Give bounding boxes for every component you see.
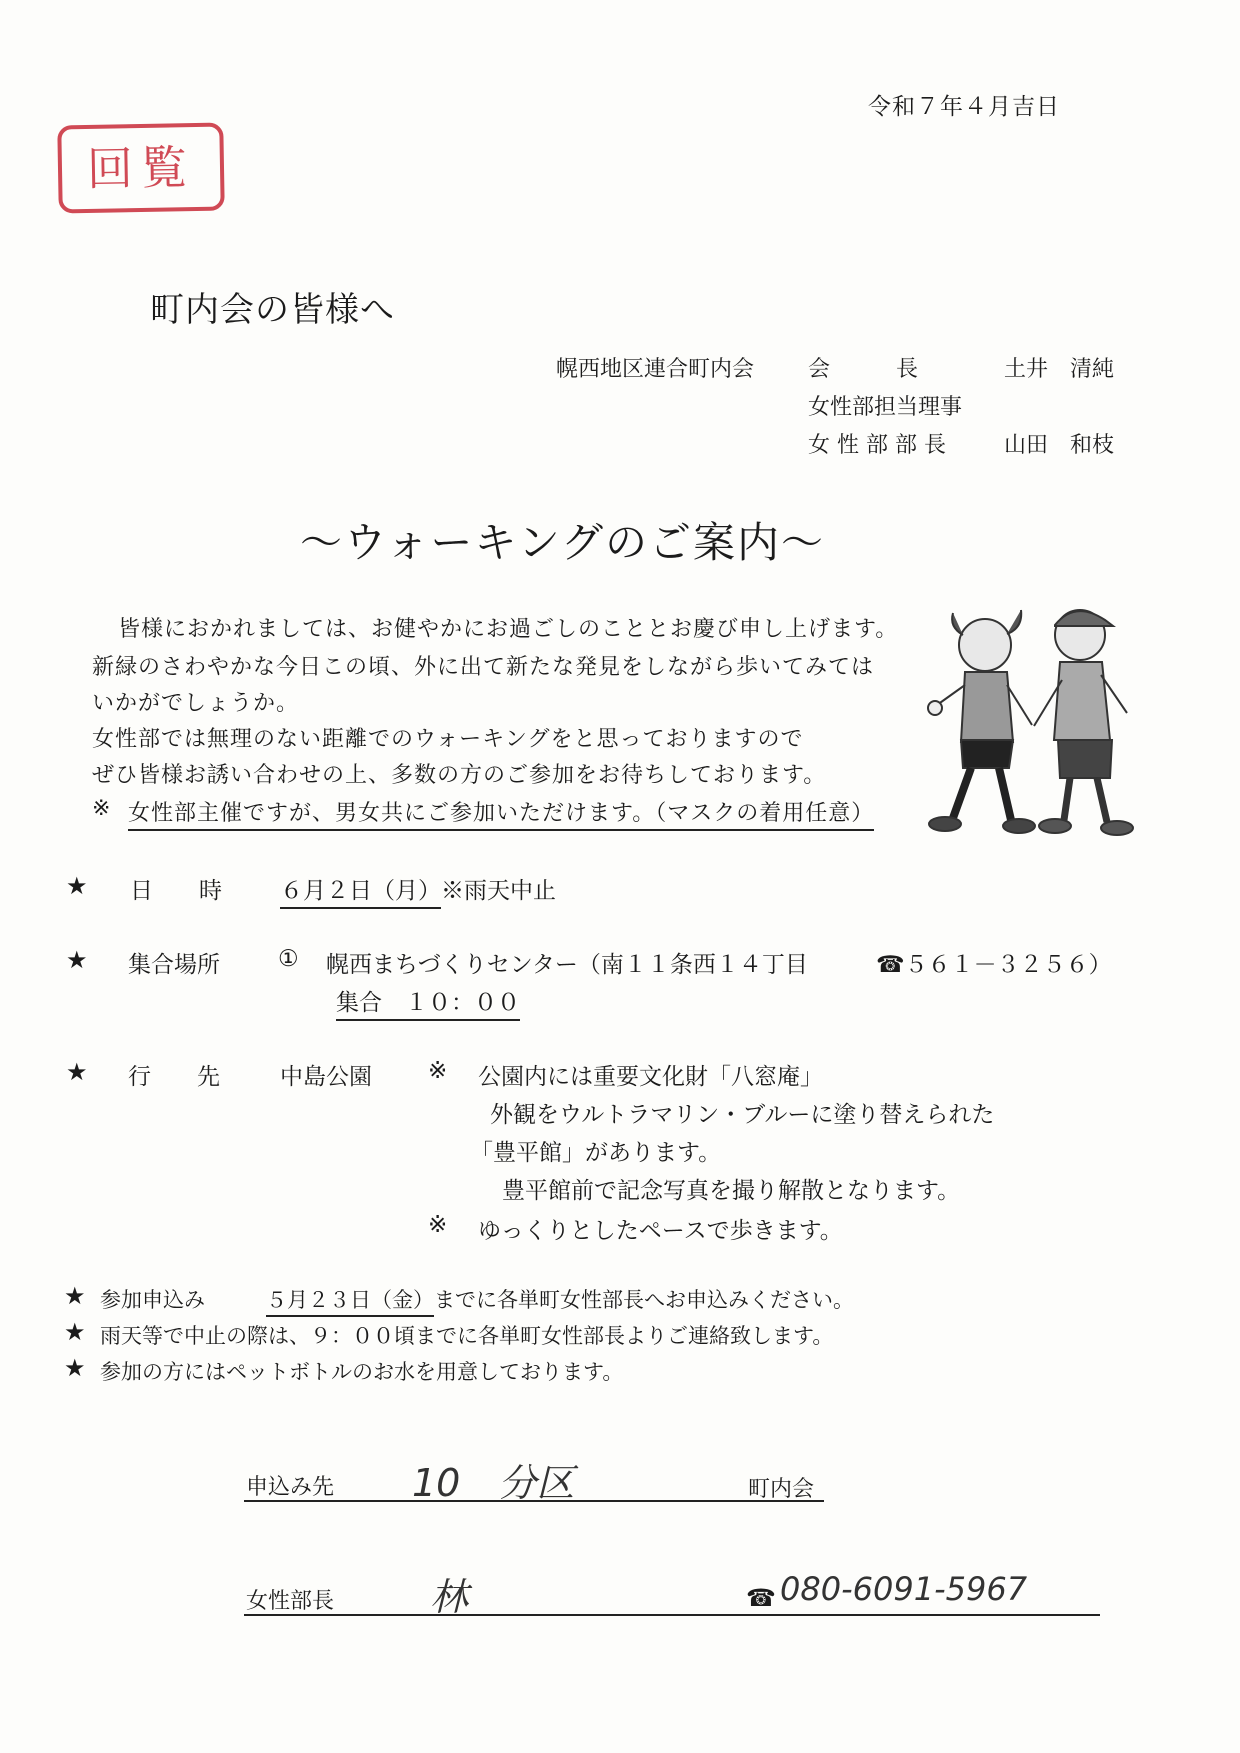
form-leader-label: 女性部長 (246, 1589, 335, 1614)
form-leader-line (244, 1614, 1100, 1616)
datetime-label: 日 時 (130, 878, 222, 904)
destination-note-mark: ※ (428, 1058, 448, 1084)
intro-line-4: 女性部では無理のない距離でのウォーキングをと思っておりますので (92, 727, 804, 752)
intro-line-1: 皆様におかれましては、お健やかにお過ごしのこととお慶び申し上げます。 (118, 617, 899, 642)
pace-note-mark: ※ (428, 1212, 448, 1238)
form-dest-suffix: 町内会 (748, 1477, 815, 1502)
intro-line-2: 新緑のさわやかな今日この頃、外に出て新たな発見をしながら歩いてみては (92, 655, 875, 680)
intro-note-mark: ※ (92, 796, 112, 821)
destination-line-1: 公園内には重要文化財「八窓庵」 (478, 1064, 823, 1090)
meeting-time-wrap (336, 984, 520, 1017)
circulation-stamp: 回覧 (57, 123, 225, 214)
star-bullet-water: ★ (64, 1354, 86, 1382)
sender-role-1: 会 長 (808, 357, 919, 382)
destination-line-2: 外観をウルトラマリン・ブルーに塗り替えられた (490, 1102, 995, 1128)
rain-notice: 雨天等で中止の際は、９：００頃までに各単町女性部長よりご連絡致します。 (100, 1324, 834, 1348)
datetime-value (280, 872, 556, 905)
page-title: ～ウォーキングのご案内～ (300, 518, 826, 567)
event-date: ６月２日（月） (280, 878, 441, 909)
apply-rest: までに各単町女性部長へお申込みください。 (434, 1288, 854, 1312)
star-bullet-destination: ★ (66, 1058, 88, 1086)
phone-icon: ☎ (746, 1584, 776, 1612)
sender-name-1: 土井 清純 (1004, 357, 1115, 382)
star-bullet-datetime: ★ (66, 872, 88, 900)
intro-note (128, 796, 874, 827)
sender-name-3: 山田 和枝 (1004, 433, 1115, 458)
sender-role-2: 女性部担当理事 (808, 395, 963, 420)
meeting-label: 集合場所 (128, 952, 220, 978)
pace-note: ゆっくりとしたペースで歩きます。 (478, 1218, 843, 1244)
meeting-time: 集合 １０：００ (336, 990, 520, 1021)
star-bullet-rain: ★ (64, 1318, 86, 1346)
star-bullet-meeting: ★ (66, 946, 88, 974)
form-dest-line (244, 1500, 824, 1502)
meeting-phone: ☎５６１－３２５６） (876, 952, 1112, 978)
intro-note-text: 女性部主催ですが、男女共にご参加いただけます。（マスクの着用任意） (128, 801, 874, 831)
destination-label: 行 先 (128, 1064, 220, 1090)
addressee: 町内会の皆様へ (150, 290, 395, 330)
meeting-number: ① (278, 946, 299, 972)
apply-deadline: ５月２３日（金） (266, 1288, 434, 1317)
meeting-place: 幌西まちづくりセンター（南１１条西１４丁目 (326, 952, 808, 978)
form-phone-handwriting: 080-6091-5967 (780, 1570, 1028, 1608)
form-leader-handwriting: 林 (430, 1575, 469, 1619)
intro-line-5: ぜひ皆様お誘い合わせの上、多数の方のご参加をお待ちしております。 (92, 763, 827, 788)
form-dest-handwriting: 10 分区 (412, 1461, 575, 1505)
star-bullet-apply: ★ (64, 1282, 86, 1310)
rain-cancel-note: ※雨天中止 (441, 878, 556, 904)
issue-date: 令和７年４月吉日 (868, 94, 1060, 120)
apply-text (266, 1284, 854, 1314)
form-dest-label: 申込み先 (246, 1475, 335, 1500)
sender-org: 幌西地区連合町内会 (556, 357, 755, 382)
intro-line-3: いかがでしょうか。 (92, 691, 300, 716)
sender-role-3: 女 性 部 部 長 (808, 433, 946, 458)
walking-children-illustration (915, 590, 1145, 855)
apply-label: 参加申込み (100, 1288, 205, 1312)
destination-line-4: 豊平館前で記念写真を撮り解散となります。 (502, 1178, 961, 1204)
water-notice: 参加の方にはペットボトルのお水を用意しております。 (100, 1360, 624, 1384)
destination-line-3: 「豊平館」があります。 (470, 1140, 722, 1166)
destination-place: 中島公園 (280, 1064, 372, 1090)
